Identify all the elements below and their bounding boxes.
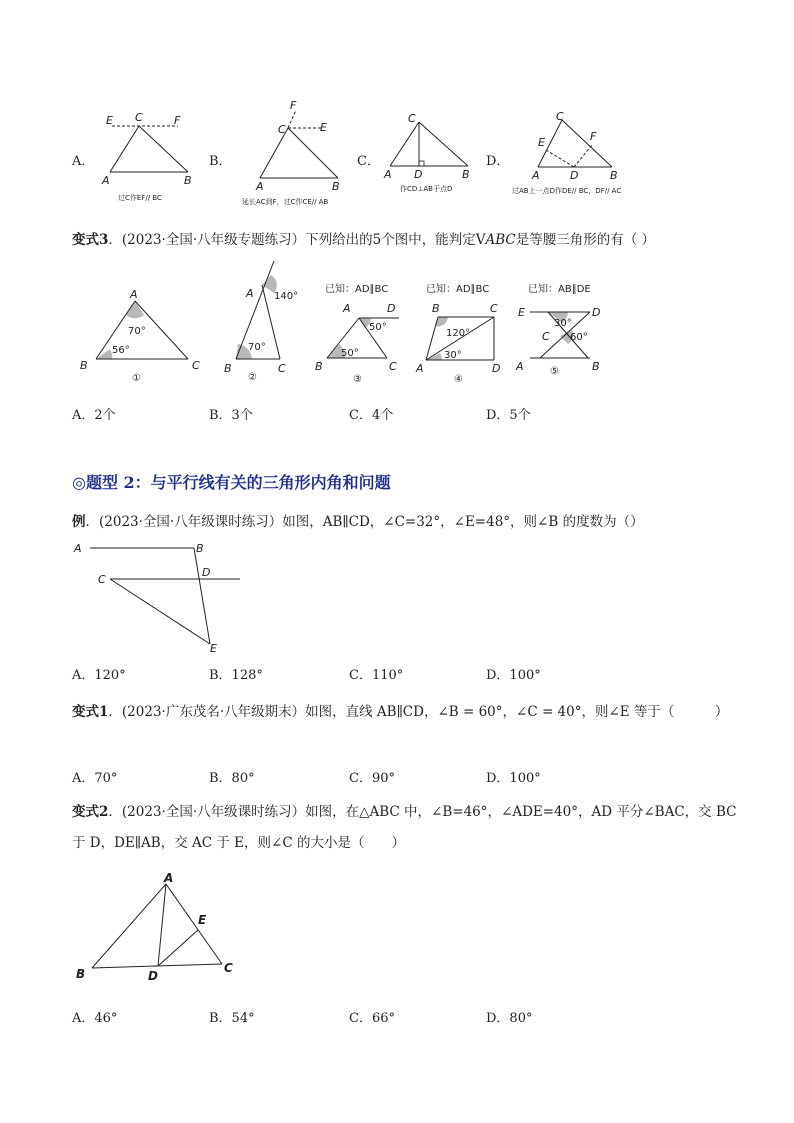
- pt-D: D: [414, 168, 423, 181]
- pt-E: E: [106, 114, 113, 127]
- pt-D: D: [492, 362, 501, 375]
- var1-option-a: A．70°: [72, 771, 118, 786]
- figure-option-b: [238, 100, 358, 210]
- pt-B: B: [592, 360, 600, 373]
- pt-D: D: [592, 306, 601, 319]
- pt-A: A: [516, 360, 524, 373]
- pt-C: C: [389, 360, 397, 373]
- var3-prefix: 变式3: [72, 232, 109, 248]
- figure-var2: [70, 868, 250, 988]
- var3-option-b: B．3个: [209, 408, 253, 423]
- var3-option-c: C．4个: [349, 408, 394, 423]
- pt-B: B: [196, 542, 204, 555]
- var1-option-d: D．100°: [486, 771, 541, 786]
- var3-option-d: D．5个: [486, 408, 531, 423]
- pt-A: A: [164, 871, 174, 885]
- option-b-label: B．: [209, 154, 232, 169]
- figure-5: [510, 278, 620, 386]
- section-icon: ◎: [72, 473, 86, 492]
- example-text: ．(2023·全国·八年级课时练习）如图，AB∥CD，∠C=32°，∠E=48°，则∠B 的度数为（）: [85, 514, 644, 530]
- var3-question: [72, 228, 655, 248]
- figure-note: 已知：AD∥BC: [426, 284, 490, 295]
- pt-B: B: [462, 168, 470, 181]
- pt-B: B: [432, 302, 440, 315]
- pt-A: A: [130, 288, 138, 301]
- var1-option-c: C．90°: [349, 771, 395, 786]
- pt-A: A: [416, 362, 424, 375]
- angle-70: 70°: [128, 326, 146, 337]
- var2-prefix: 变式2: [72, 804, 109, 820]
- figure-1: [74, 285, 204, 385]
- section-title: 题型 2：与平行线有关的三角形内角和问题: [85, 473, 391, 492]
- pt-F: F: [590, 130, 597, 143]
- example-option-a: A．120°: [72, 668, 126, 683]
- example-question: [72, 510, 644, 530]
- pt-C: C: [556, 110, 564, 123]
- pt-E: E: [320, 121, 327, 134]
- pt-A: A: [532, 169, 540, 182]
- angle-70: 70°: [248, 342, 266, 353]
- var3-abc: ABC: [485, 232, 516, 248]
- var1-text: ．(2023·广东茂名·八年级期末）如图，直线 AB∥CD，∠B = 60°，∠C = 40°，则∠E 等于（ ）: [108, 704, 729, 720]
- pt-B: B: [224, 362, 232, 375]
- pt-A: A: [102, 174, 110, 187]
- pt-C: C: [278, 362, 286, 375]
- var2-question-line1: [72, 800, 736, 820]
- pt-E: E: [210, 642, 217, 655]
- pt-C: C: [278, 123, 286, 136]
- pt-C: C: [135, 111, 143, 124]
- pt-D: D: [202, 566, 211, 579]
- option-c-label: C．: [357, 154, 380, 169]
- pt-F: F: [174, 114, 181, 127]
- angle-50b: 50°: [341, 348, 359, 359]
- figure-example: [70, 536, 250, 656]
- pt-C: C: [98, 573, 106, 586]
- pt-B: B: [332, 180, 340, 193]
- figure-id: ①: [132, 373, 141, 384]
- angle-30: 30°: [554, 318, 572, 329]
- pt-B: B: [184, 174, 192, 187]
- example-option-c: C．110°: [349, 668, 404, 683]
- pt-D: D: [570, 169, 579, 182]
- var3-text: ．(2023·全国·八年级专题练习）下列给出的5个图中，能判定V: [108, 232, 486, 248]
- pt-E: E: [538, 136, 545, 149]
- var2-option-a: A．46°: [72, 1011, 118, 1026]
- pt-C: C: [542, 330, 550, 343]
- angle-56: 56°: [112, 345, 130, 356]
- caption-d: 过AB上一点D作DE// BC，DF// AC: [512, 187, 622, 195]
- figure-3: [313, 278, 418, 386]
- example-prefix: 例: [72, 514, 86, 530]
- figure-2: [218, 255, 328, 385]
- pt-A: A: [384, 168, 392, 181]
- option-a-label: A．: [72, 154, 95, 169]
- pt-F: F: [290, 100, 297, 112]
- pt-A: A: [246, 287, 254, 300]
- var3-option-a: A．2个: [72, 408, 116, 423]
- pt-E: E: [518, 306, 525, 319]
- section-heading: [72, 470, 391, 493]
- figure-option-c: [380, 108, 480, 198]
- example-option-b: B．128°: [209, 668, 263, 683]
- caption-c: 作CD⊥AB于点D: [400, 185, 453, 193]
- var1-prefix: 变式1: [72, 704, 109, 720]
- var2-option-b: B．54°: [209, 1011, 255, 1026]
- pt-C: C: [224, 961, 233, 975]
- pt-D: D: [148, 969, 158, 983]
- figure-id: ⑤: [550, 366, 559, 377]
- angle-120: 120°: [446, 328, 471, 339]
- pt-C: C: [408, 112, 416, 125]
- figure-id: ④: [454, 374, 463, 385]
- pt-A: A: [256, 180, 264, 193]
- caption-a: 过C作EF// BC: [118, 194, 162, 202]
- angle-140: 140°: [274, 291, 299, 302]
- pt-B: B: [80, 359, 88, 372]
- figure-id: ②: [248, 372, 257, 383]
- var2-option-c: C．66°: [349, 1011, 395, 1026]
- figure-4: [412, 278, 517, 386]
- figure-note: 已知：AD∥BC: [325, 284, 389, 295]
- var1-option-b: B．80°: [209, 771, 255, 786]
- angle-50a: 50°: [369, 322, 387, 333]
- option-d-label: D．: [486, 154, 510, 169]
- example-option-d: D．100°: [486, 668, 541, 683]
- pt-E: E: [198, 913, 207, 927]
- pt-B: B: [76, 967, 86, 981]
- figure-id: ③: [353, 374, 362, 385]
- figure-option-d: [510, 106, 660, 201]
- pt-B: B: [315, 360, 323, 373]
- caption-b: 延长AC到F，过C作CE// AB: [242, 198, 329, 206]
- var1-question: [72, 700, 728, 720]
- var2-line1: ．(2023·全国·八年级课时练习）如图，在△ABC 中，∠B=46°，∠ADE=40°，AD 平分∠BAC，交 BC: [108, 804, 737, 820]
- var2-question-line2: 于 D，DE∥AB，交 AC 于 E，则∠C 的大小是（ ）: [72, 835, 405, 851]
- angle-30: 30°: [444, 350, 462, 361]
- pt-B: B: [610, 169, 618, 182]
- pt-A: A: [343, 302, 351, 315]
- figure-option-a: [96, 108, 206, 203]
- var3-text2: 是等腰三角形的有（ ）: [515, 232, 655, 248]
- pt-D: D: [387, 302, 396, 315]
- angle-60: 60°: [570, 332, 588, 343]
- pt-A: A: [74, 542, 82, 555]
- var2-option-d: D．80°: [486, 1011, 533, 1026]
- pt-C: C: [192, 359, 200, 372]
- pt-C: C: [490, 302, 498, 315]
- figure-note: 已知：AB∥DE: [528, 284, 591, 295]
